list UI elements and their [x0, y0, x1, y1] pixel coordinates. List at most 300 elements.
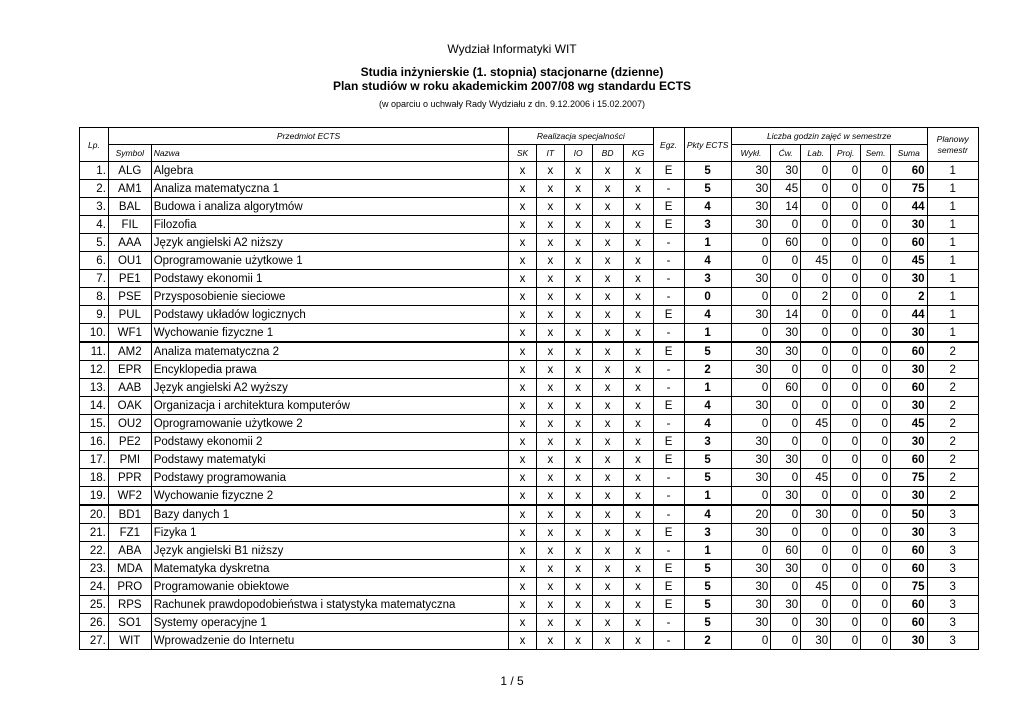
row-suma: 30	[891, 632, 927, 650]
row-ects: 2	[684, 632, 731, 650]
row-planned-semester: 3	[927, 505, 979, 524]
row-egz: -	[653, 180, 684, 198]
row-name: Algebra	[151, 162, 508, 180]
row-it: x	[536, 306, 564, 324]
row-suma: 60	[891, 234, 927, 252]
row-ects: 4	[684, 306, 731, 324]
row-sk: x	[509, 180, 537, 198]
row-name: Język angielski A2 wyższy	[151, 379, 508, 397]
row-kg: x	[623, 342, 653, 361]
row-sk: x	[509, 578, 537, 596]
row-sem: 0	[861, 614, 891, 632]
row-it: x	[536, 614, 564, 632]
row-io: x	[564, 469, 592, 487]
row-ects: 1	[684, 379, 731, 397]
row-egz: -	[653, 324, 684, 343]
row-sem: 0	[861, 234, 891, 252]
row-name: Język angielski B1 niższy	[151, 542, 508, 560]
row-wykl: 30	[731, 596, 771, 614]
row-sem: 0	[861, 578, 891, 596]
row-io: x	[564, 198, 592, 216]
row-ects: 5	[684, 342, 731, 361]
table-row	[80, 180, 979, 198]
row-ects: 4	[684, 397, 731, 415]
row-sk: x	[509, 632, 537, 650]
row-cw: 0	[771, 361, 801, 379]
table-row	[80, 397, 979, 415]
row-io: x	[564, 342, 592, 361]
row-lab: 0	[801, 324, 831, 343]
row-lp: 5.	[80, 234, 109, 252]
row-cw: 30	[771, 487, 801, 506]
row-cw: 30	[771, 162, 801, 180]
row-io: x	[564, 578, 592, 596]
row-ects: 3	[684, 433, 731, 451]
row-proj: 0	[831, 469, 861, 487]
row-kg: x	[623, 361, 653, 379]
row-lp: 26.	[80, 614, 109, 632]
row-bd: x	[592, 180, 623, 198]
header-suma: Suma	[891, 145, 927, 162]
row-egz: E	[653, 451, 684, 469]
row-cw: 0	[771, 415, 801, 433]
row-wykl: 30	[731, 270, 771, 288]
row-planned-semester: 2	[927, 342, 979, 361]
row-lp: 24.	[80, 578, 109, 596]
row-io: x	[564, 162, 592, 180]
row-lab: 0	[801, 342, 831, 361]
header-it: IT	[536, 145, 564, 162]
row-bd: x	[592, 306, 623, 324]
table-row	[80, 632, 979, 650]
row-lp: 27.	[80, 632, 109, 650]
row-egz: E	[653, 578, 684, 596]
row-suma: 75	[891, 469, 927, 487]
row-lp: 4.	[80, 216, 109, 234]
row-suma: 30	[891, 433, 927, 451]
row-lp: 3.	[80, 198, 109, 216]
row-io: x	[564, 632, 592, 650]
row-sem: 0	[861, 524, 891, 542]
row-ects: 1	[684, 542, 731, 560]
row-kg: x	[623, 324, 653, 343]
row-wykl: 30	[731, 162, 771, 180]
row-wykl: 30	[731, 469, 771, 487]
row-wykl: 20	[731, 505, 771, 524]
row-it: x	[536, 270, 564, 288]
row-wykl: 0	[731, 288, 771, 306]
row-sem: 0	[861, 252, 891, 270]
row-proj: 0	[831, 288, 861, 306]
row-proj: 0	[831, 180, 861, 198]
row-bd: x	[592, 198, 623, 216]
row-suma: 75	[891, 578, 927, 596]
row-sem: 0	[861, 469, 891, 487]
row-kg: x	[623, 487, 653, 506]
row-wykl: 0	[731, 252, 771, 270]
row-bd: x	[592, 288, 623, 306]
row-lp: 20.	[80, 505, 109, 524]
row-it: x	[536, 451, 564, 469]
row-wykl: 30	[731, 180, 771, 198]
row-sem: 0	[861, 596, 891, 614]
row-kg: x	[623, 560, 653, 578]
row-suma: 30	[891, 397, 927, 415]
row-cw: 30	[771, 596, 801, 614]
row-sk: x	[509, 505, 537, 524]
row-cw: 0	[771, 632, 801, 650]
row-egz: E	[653, 216, 684, 234]
row-planned-semester: 1	[927, 270, 979, 288]
table-row	[80, 324, 979, 343]
row-proj: 0	[831, 234, 861, 252]
row-bd: x	[592, 415, 623, 433]
row-lp: 10.	[80, 324, 109, 343]
row-bd: x	[592, 505, 623, 524]
row-suma: 60	[891, 379, 927, 397]
row-suma: 45	[891, 415, 927, 433]
row-sk: x	[509, 234, 537, 252]
row-ects: 4	[684, 415, 731, 433]
row-it: x	[536, 433, 564, 451]
row-kg: x	[623, 578, 653, 596]
table-row	[80, 379, 979, 397]
row-proj: 0	[831, 342, 861, 361]
row-ects: 5	[684, 614, 731, 632]
row-sk: x	[509, 198, 537, 216]
row-name: Podstawy układów logicznych	[151, 306, 508, 324]
row-lp: 21.	[80, 524, 109, 542]
row-cw: 0	[771, 614, 801, 632]
table-row	[80, 252, 979, 270]
row-name: Rachunek prawdopodobieństwa i statystyka matematyczna	[151, 596, 508, 614]
row-io: x	[564, 252, 592, 270]
row-ects: 1	[684, 234, 731, 252]
plan-title-line: Plan studiów w roku akademickim 2007/08 wg standardu ECTS	[332, 79, 692, 93]
row-name: Organizacja i architektura komputerów	[151, 397, 508, 415]
row-egz: -	[653, 469, 684, 487]
row-symbol: SO1	[108, 614, 151, 632]
study-plan-table	[79, 127, 979, 650]
row-io: x	[564, 415, 592, 433]
header-ects: Pkty ECTS	[684, 128, 731, 162]
row-cw: 14	[771, 306, 801, 324]
row-planned-semester: 3	[927, 524, 979, 542]
row-lp: 9.	[80, 306, 109, 324]
row-kg: x	[623, 415, 653, 433]
row-kg: x	[623, 198, 653, 216]
row-lab: 0	[801, 487, 831, 506]
row-it: x	[536, 524, 564, 542]
row-suma: 60	[891, 560, 927, 578]
row-wykl: 30	[731, 342, 771, 361]
row-symbol: PSE	[108, 288, 151, 306]
header-wykl: Wykł.	[731, 145, 771, 162]
row-name: Filozofia	[151, 216, 508, 234]
row-it: x	[536, 288, 564, 306]
row-lp: 11.	[80, 342, 109, 361]
row-it: x	[536, 397, 564, 415]
row-suma: 60	[891, 342, 927, 361]
row-sem: 0	[861, 270, 891, 288]
row-suma: 30	[891, 216, 927, 234]
row-suma: 30	[891, 524, 927, 542]
row-bd: x	[592, 216, 623, 234]
row-planned-semester: 1	[927, 216, 979, 234]
row-lp: 13.	[80, 379, 109, 397]
row-symbol: PMI	[108, 451, 151, 469]
row-ects: 4	[684, 252, 731, 270]
row-planned-semester: 3	[927, 578, 979, 596]
row-suma: 60	[891, 614, 927, 632]
row-sem: 0	[861, 342, 891, 361]
row-proj: 0	[831, 198, 861, 216]
row-bd: x	[592, 524, 623, 542]
row-planned-semester: 2	[927, 361, 979, 379]
row-it: x	[536, 560, 564, 578]
row-io: x	[564, 560, 592, 578]
row-sem: 0	[861, 505, 891, 524]
row-sk: x	[509, 216, 537, 234]
row-suma: 75	[891, 180, 927, 198]
row-proj: 0	[831, 306, 861, 324]
row-sem: 0	[861, 306, 891, 324]
row-sem: 0	[861, 451, 891, 469]
header-bd: BD	[592, 145, 623, 162]
row-planned-semester: 1	[927, 288, 979, 306]
row-proj: 0	[831, 578, 861, 596]
row-it: x	[536, 361, 564, 379]
row-lab: 0	[801, 306, 831, 324]
row-symbol: PUL	[108, 306, 151, 324]
table-row	[80, 451, 979, 469]
row-proj: 0	[831, 324, 861, 343]
row-lab: 0	[801, 180, 831, 198]
row-sem: 0	[861, 397, 891, 415]
row-proj: 0	[831, 560, 861, 578]
row-symbol: OU1	[108, 252, 151, 270]
row-kg: x	[623, 614, 653, 632]
row-cw: 0	[771, 288, 801, 306]
faculty-title: Wydział Informatyki WIT	[447, 42, 577, 56]
row-suma: 2	[891, 288, 927, 306]
header-name: Nazwa	[151, 145, 508, 162]
row-bd: x	[592, 252, 623, 270]
header-planned-semester: Planowy semestr	[927, 128, 979, 162]
table-row	[80, 306, 979, 324]
row-cw: 0	[771, 524, 801, 542]
row-suma: 45	[891, 252, 927, 270]
row-symbol: AM1	[108, 180, 151, 198]
row-kg: x	[623, 270, 653, 288]
row-symbol: WF1	[108, 324, 151, 343]
row-kg: x	[623, 216, 653, 234]
row-sk: x	[509, 433, 537, 451]
row-io: x	[564, 234, 592, 252]
row-kg: x	[623, 505, 653, 524]
row-planned-semester: 2	[927, 451, 979, 469]
document-title	[0, 65, 1024, 93]
row-kg: x	[623, 306, 653, 324]
row-ects: 1	[684, 487, 731, 506]
row-suma: 44	[891, 306, 927, 324]
row-lp: 12.	[80, 361, 109, 379]
row-io: x	[564, 433, 592, 451]
row-it: x	[536, 542, 564, 560]
row-symbol: EPR	[108, 361, 151, 379]
row-wykl: 30	[731, 524, 771, 542]
row-name: Wprowadzenie do Internetu	[151, 632, 508, 650]
row-lp: 16.	[80, 433, 109, 451]
row-proj: 0	[831, 270, 861, 288]
row-io: x	[564, 524, 592, 542]
table-row	[80, 288, 979, 306]
row-bd: x	[592, 632, 623, 650]
row-cw: 60	[771, 234, 801, 252]
row-io: x	[564, 288, 592, 306]
row-lp: 22.	[80, 542, 109, 560]
row-lp: 7.	[80, 270, 109, 288]
row-symbol: RPS	[108, 596, 151, 614]
row-wykl: 30	[731, 198, 771, 216]
row-planned-semester: 1	[927, 198, 979, 216]
row-name: Oprogramowanie użytkowe 2	[151, 415, 508, 433]
row-lab: 30	[801, 614, 831, 632]
header-symbol: Symbol	[108, 145, 151, 162]
table-row	[80, 614, 979, 632]
row-bd: x	[592, 270, 623, 288]
row-kg: x	[623, 632, 653, 650]
row-bd: x	[592, 469, 623, 487]
row-it: x	[536, 487, 564, 506]
row-lab: 0	[801, 397, 831, 415]
row-io: x	[564, 596, 592, 614]
row-egz: -	[653, 632, 684, 650]
row-kg: x	[623, 397, 653, 415]
row-proj: 0	[831, 252, 861, 270]
row-planned-semester: 3	[927, 632, 979, 650]
row-suma: 60	[891, 451, 927, 469]
row-symbol: FIL	[108, 216, 151, 234]
row-sk: x	[509, 162, 537, 180]
row-name: Fizyka 1	[151, 524, 508, 542]
row-wykl: 30	[731, 578, 771, 596]
row-lab: 45	[801, 469, 831, 487]
row-cw: 30	[771, 451, 801, 469]
row-cw: 60	[771, 542, 801, 560]
row-cw: 30	[771, 324, 801, 343]
table-row	[80, 270, 979, 288]
row-it: x	[536, 505, 564, 524]
row-cw: 60	[771, 379, 801, 397]
header-sem: Sem.	[861, 145, 891, 162]
row-ects: 5	[684, 469, 731, 487]
table-row	[80, 542, 979, 560]
table-row	[80, 216, 979, 234]
table-body	[80, 162, 979, 650]
row-it: x	[536, 252, 564, 270]
row-planned-semester: 1	[927, 234, 979, 252]
row-ects: 5	[684, 560, 731, 578]
row-lp: 25.	[80, 596, 109, 614]
row-ects: 5	[684, 451, 731, 469]
row-lab: 45	[801, 415, 831, 433]
row-kg: x	[623, 234, 653, 252]
row-name: Bazy danych 1	[151, 505, 508, 524]
row-bd: x	[592, 433, 623, 451]
row-wykl: 30	[731, 361, 771, 379]
row-kg: x	[623, 379, 653, 397]
row-proj: 0	[831, 505, 861, 524]
row-lab: 0	[801, 162, 831, 180]
row-planned-semester: 2	[927, 433, 979, 451]
row-sem: 0	[861, 560, 891, 578]
row-suma: 50	[891, 505, 927, 524]
row-kg: x	[623, 162, 653, 180]
row-it: x	[536, 596, 564, 614]
row-io: x	[564, 180, 592, 198]
row-proj: 0	[831, 614, 861, 632]
row-sk: x	[509, 560, 537, 578]
row-bd: x	[592, 234, 623, 252]
row-proj: 0	[831, 451, 861, 469]
row-egz: E	[653, 524, 684, 542]
row-symbol: AAB	[108, 379, 151, 397]
row-name: Wychowanie fizyczne 2	[151, 487, 508, 506]
row-planned-semester: 3	[927, 596, 979, 614]
row-bd: x	[592, 324, 623, 343]
row-lp: 6.	[80, 252, 109, 270]
row-lab: 0	[801, 270, 831, 288]
row-bd: x	[592, 614, 623, 632]
row-sk: x	[509, 324, 537, 343]
row-bd: x	[592, 487, 623, 506]
row-lab: 0	[801, 234, 831, 252]
row-symbol: PPR	[108, 469, 151, 487]
row-planned-semester: 1	[927, 180, 979, 198]
header-subject-group: Przedmiot ECTS	[108, 128, 508, 145]
row-cw: 0	[771, 270, 801, 288]
row-symbol: WF2	[108, 487, 151, 506]
row-proj: 0	[831, 415, 861, 433]
header-egz: Egz.	[653, 128, 684, 162]
row-wykl: 0	[731, 379, 771, 397]
row-io: x	[564, 505, 592, 524]
row-symbol: PE2	[108, 433, 151, 451]
row-planned-semester: 2	[927, 415, 979, 433]
row-sk: x	[509, 596, 537, 614]
row-lab: 45	[801, 578, 831, 596]
row-planned-semester: 3	[927, 614, 979, 632]
header-io: IO	[564, 145, 592, 162]
row-ects: 5	[684, 162, 731, 180]
table-row	[80, 342, 979, 361]
header-spec-group: Realizacja specjalności	[509, 128, 653, 145]
row-ects: 4	[684, 198, 731, 216]
row-it: x	[536, 415, 564, 433]
row-cw: 0	[771, 433, 801, 451]
row-planned-semester: 1	[927, 162, 979, 180]
row-ects: 1	[684, 324, 731, 343]
row-io: x	[564, 397, 592, 415]
row-symbol: AAA	[108, 234, 151, 252]
row-sem: 0	[861, 433, 891, 451]
row-cw: 0	[771, 397, 801, 415]
header-kg: KG	[623, 145, 653, 162]
row-cw: 30	[771, 560, 801, 578]
row-sk: x	[509, 379, 537, 397]
header-lab: Lab.	[801, 145, 831, 162]
